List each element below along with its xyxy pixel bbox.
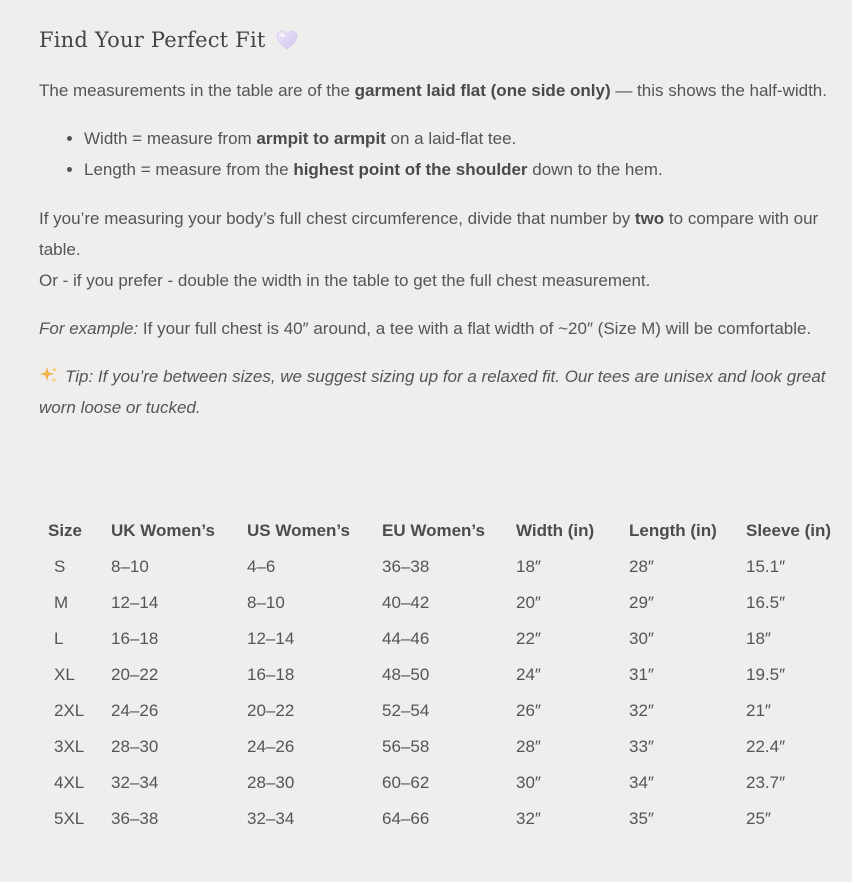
- size-guide-content: [39, 23, 829, 440]
- cell-sleeve: 16.5″: [746, 592, 786, 612]
- cell-us: 32–34: [247, 808, 295, 828]
- cell-width: 30″: [516, 772, 541, 792]
- cell-length: 33″: [629, 736, 654, 756]
- intro-text-before: The measurements in the table are of the: [39, 81, 355, 100]
- table-row: [39, 692, 846, 728]
- page-title-text: Find Your Perfect Fit: [39, 28, 266, 52]
- intro-text-bold: garment laid flat (one side only): [354, 81, 611, 100]
- cell-length: 30″: [629, 628, 654, 648]
- cell-width: 22″: [516, 628, 541, 648]
- cell-uk: 12–14: [111, 592, 159, 612]
- chest-note-before: If you’re measuring your body’s full chest circumference, divide that number by: [39, 209, 635, 228]
- cell-length: 34″: [629, 772, 654, 792]
- cell-size: 2XL: [54, 700, 85, 720]
- example-label: For example:: [39, 319, 139, 338]
- example-paragraph: [39, 313, 829, 344]
- cell-width: 24″: [516, 664, 541, 684]
- cell-width: 32″: [516, 808, 541, 828]
- cell-us: 4–6: [247, 556, 276, 576]
- cell-us: 8–10: [247, 592, 285, 612]
- chest-note-paragraph: [39, 203, 829, 296]
- cell-uk: 8–10: [111, 556, 149, 576]
- cell-uk: 32–34: [111, 772, 159, 792]
- sparkles-icon: [39, 364, 59, 384]
- length-text-after: down to the hem.: [527, 160, 663, 179]
- header-size: Size: [48, 520, 83, 540]
- cell-us: 12–14: [247, 628, 295, 648]
- purple-heart-icon: [276, 26, 298, 46]
- cell-length: 29″: [629, 592, 654, 612]
- length-text-bold: highest point of the shoulder: [293, 160, 528, 179]
- chest-note-after: to compare with our table.: [39, 209, 819, 259]
- cell-sleeve: 23.7″: [746, 772, 786, 792]
- example-text: If your full chest is 40″ around, a tee with a flat width of ~20″ (Size M) will be comfortable.: [138, 319, 812, 338]
- chest-note-line2: Or - if you prefer - double the width in the table to get the full chest measurement.: [39, 271, 651, 290]
- header-us-womens: US Women’s: [247, 520, 350, 540]
- cell-sleeve: 25″: [746, 808, 771, 828]
- cell-us: 16–18: [247, 664, 295, 684]
- cell-uk: 16–18: [111, 628, 159, 648]
- cell-sleeve: 15.1″: [746, 556, 786, 576]
- list-item-length: [84, 154, 829, 185]
- cell-uk: 36–38: [111, 808, 159, 828]
- tip-text: Tip: If you’re between sizes, we suggest sizing up for a relaxed fit. Our tees are unisex and look great worn loose or tucked.: [39, 367, 826, 417]
- cell-size: S: [54, 556, 66, 576]
- cell-length: 32″: [629, 700, 654, 720]
- table-row: [39, 728, 846, 764]
- cell-us: 24–26: [247, 736, 295, 756]
- cell-length: 31″: [629, 664, 654, 684]
- cell-eu: 56–58: [382, 736, 430, 756]
- cell-width: 18″: [516, 556, 541, 576]
- cell-uk: 24–26: [111, 700, 159, 720]
- header-sleeve: Sleeve (in): [746, 520, 832, 540]
- table-row: [39, 800, 846, 836]
- cell-eu: 40–42: [382, 592, 430, 612]
- header-length: Length (in): [629, 520, 717, 540]
- width-text-bold: armpit to armpit: [256, 129, 386, 148]
- cell-sleeve: 18″: [746, 628, 771, 648]
- cell-uk: 28–30: [111, 736, 159, 756]
- cell-length: 35″: [629, 808, 654, 828]
- cell-size: XL: [54, 664, 75, 684]
- cell-sleeve: 19.5″: [746, 664, 786, 684]
- cell-width: 26″: [516, 700, 541, 720]
- width-text-after: on a laid-flat tee.: [385, 129, 517, 148]
- cell-us: 28–30: [247, 772, 295, 792]
- header-uk-womens: UK Women’s: [111, 520, 215, 540]
- table-row: [39, 620, 846, 656]
- cell-sleeve: 21″: [746, 700, 771, 720]
- cell-eu: 64–66: [382, 808, 430, 828]
- chest-note-bold: two: [634, 209, 665, 228]
- cell-width: 20″: [516, 592, 541, 612]
- cell-length: 28″: [629, 556, 654, 576]
- table-header-row: [39, 512, 846, 548]
- table-row: [39, 548, 846, 584]
- cell-uk: 20–22: [111, 664, 159, 684]
- header-eu-womens: EU Women’s: [382, 520, 485, 540]
- page-title: [39, 23, 829, 57]
- cell-eu: 60–62: [382, 772, 430, 792]
- cell-us: 20–22: [247, 700, 295, 720]
- width-text-before: Width = measure from: [84, 129, 257, 148]
- cell-size: 3XL: [54, 736, 85, 756]
- cell-eu: 52–54: [382, 700, 430, 720]
- header-width: Width (in): [516, 520, 595, 540]
- cell-size: 5XL: [54, 808, 85, 828]
- length-text-before: Length = measure from the: [84, 160, 294, 179]
- cell-eu: 36–38: [382, 556, 430, 576]
- tip-paragraph: [39, 361, 829, 423]
- cell-size: M: [54, 592, 69, 612]
- cell-size: L: [54, 628, 64, 648]
- table-row: [39, 764, 846, 800]
- intro-text-after: — this shows the half-width.: [610, 81, 827, 100]
- cell-eu: 48–50: [382, 664, 430, 684]
- cell-eu: 44–46: [382, 628, 430, 648]
- cell-width: 28″: [516, 736, 541, 756]
- size-chart-table: [39, 512, 846, 836]
- table-row: [39, 584, 846, 620]
- intro-paragraph: [39, 75, 829, 106]
- table-row: [39, 656, 846, 692]
- cell-size: 4XL: [54, 772, 85, 792]
- measurement-list: [39, 123, 829, 185]
- list-item-width: [84, 123, 829, 154]
- cell-sleeve: 22.4″: [746, 736, 786, 756]
